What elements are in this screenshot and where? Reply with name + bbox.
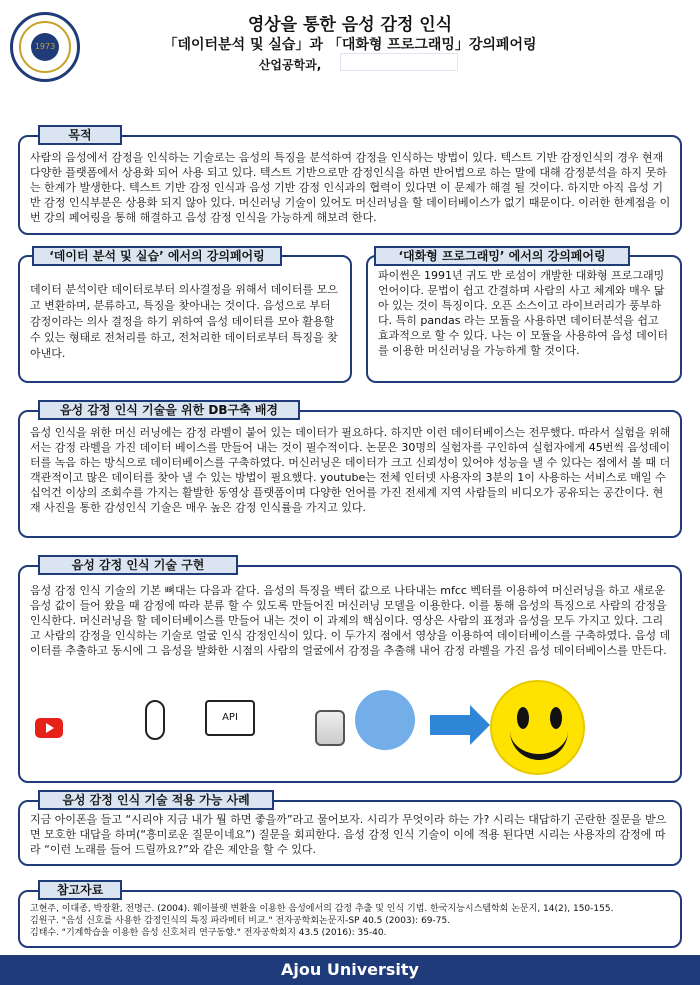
brain-head-icon (355, 690, 415, 750)
section-data-analysis-tab: ‘데이터 분석 및 실습’ 에서의 강의페어링 (32, 246, 282, 266)
page-subtitle: 「데이터분석 및 실습」과 「대화형 프로그래밍」강의페어링 (163, 37, 537, 53)
youtube-icon (35, 718, 63, 738)
affiliation (0, 56, 640, 73)
reference-item: 김태수. "기계학습을 이용한 음성 신호처리 연구동향." 전자공학회지 43.5 (2016): 35-40. (30, 928, 387, 938)
smiley-face-icon (490, 680, 585, 775)
microphone-icon (145, 700, 165, 740)
section-db-background-tab: 음성 감정 인식 기술을 위한 DB구축 배경 (38, 400, 300, 420)
poster-header (0, 0, 700, 120)
section-purpose-tab: 목적 (38, 125, 122, 145)
right-arrow-icon (430, 715, 470, 735)
smiley-mouth (510, 730, 568, 760)
smiley-right-eye (550, 707, 562, 729)
section-db-background-text: 음성 인식을 위한 머신 러닝에는 감정 라벨이 붙어 있는 데이터가 필요하다. 하지만 이런 데이터베이스는 전무했다. 따라서 실험을 위해서는 감정 라벨을 가진 데이터 베이스를 만들어 내는 것이 필수적이다. 논문은 30명의 실험자를 구인하여 실험자에게 45번씩 음성데이터를 녹음 하는 방식으로 데이터베이스를 구축하였다. 머신러닝은 데이터가 크고 신뢰성이 있어야 성능을 낼 수 있다는 점에서 볼 때 더 객관적이고 많은 데이터를 찾아 낼 수 있는 방법이 필요했다. youtube는 전체 인터넷 사용자의 3분의 1이 사용하는 서비스로 매일 수 십억건 이상의 조회수를 가지는 활발한 동영상 플랫폼이며 다양한 언어를 가진 전세계 지역 사람들의 비디오가 공유되는 공간이다. 현재 사진을 통한 감성인식 기술은 매우 높은 감정 인식률을 가지고 있다. (30, 426, 671, 514)
api-gear-icon: API (205, 700, 255, 736)
section-purpose-text: 사람의 음성에서 감정을 인식하는 기술로는 음성의 특징을 분석하여 감정을 인식하는 방법이 있다. 텍스트 기반 감정인식의 경우 현재 다양한 플랫폼에서 상용화 되어 사용 되고 있다. 텍스트 기반으로만 감정인식을 하면 반어법으로 하는 말에 대해 감정분석을 하지 못하는 한계가 발생한다. 텍스트 기반 감정 인식과 음성 기반 감정 인식과의 협력이 있다면 이 문제가 해결 될 것이다. 하지만 아직 음성 기반 감정 인식부분은 상용화 되지 않아 있다. 머신러닝 기술이 있어도 머신러닝을 할 데이터베이스가 없기 때문이다. 이러한 한계점을 이번 강의 페어링을 통해 해결하고 음성 감정 인식을 가능하게 해보려 한다. (30, 151, 671, 224)
section-references-tab: 참고자료 (38, 880, 122, 900)
section-implementation-tab: 음성 감정 인식 기술 구현 (38, 555, 238, 575)
section-implementation-text: 음성 감정 인식 기술의 기본 뼈대는 다음과 같다. 음성의 특징을 벡터 값으로 나타내는 mfcc 벡터를 이용하여 머신러닝을 하고 새로운 음성 값이 들어 왔을 때 감정에 따라 분류 할 수 있도록 만들어진 머신러닝 모델을 이용한다. 이를 통해 음성의 특징으로 사람의 감정을 인식한다. 머신러닝을 할 데이터베이스를 만들어 내는 것이 이 과제의 핵심이다. 영상은 사람의 표정과 음성을 모두 가지고 있다. 그리고 사람의 감정을 인식하는 기술로 얼굴 인식 감정인식이 있다. 이 두가지 점에서 영상을 이용하여 데이터베이스를 구축하였다. 음성 데이터를 추출하고 동시에 그 음성을 발화한 시점의 사람의 얼굴에서 감정을 추출해 내어 감정 라벨을 가진 음성 데이터베이스를 만든다. (30, 584, 671, 657)
smiley-left-eye (517, 707, 529, 729)
page-title: 영상을 통한 음성 감정 인식 (247, 15, 453, 35)
section-use-case-tab: 음성 감정 인식 기술 적용 가능 사례 (38, 790, 274, 810)
footer-text: Ajou University (281, 960, 419, 979)
section-data-analysis-text: 데이터 분석이란 데이터로부터 의사결정을 위해서 데이터를 모으고 변환하며, 분류하고, 특징을 찾아내는 것이다. 음성으로 부터 감정이라는 의사 결정을 하기 위하여 음성 데이터를 모아 활용할 수 있는 형태로 전처리를 하고, 전처리한 데이터로부터 특징을 찾아낸다. (30, 283, 338, 360)
reference-item: 고현주, 이대종, 박장환, 전명근. (2004). 웨이블렛 변환을 이용한 음성에서의 감정 추출 및 인식 기법. 한국지능시스템학회 논문지, 14(2), 150-155. (30, 904, 614, 914)
logo-year: 1973 (31, 33, 59, 61)
footer-bar (0, 955, 700, 985)
reference-item: 김원구. "음성 신호를 사용한 감정인식의 특징 파라메터 비교." 전자공학회논문지-SP 40.5 (2003): 69-75. (30, 916, 451, 926)
affiliation-text: 산업공학과, (258, 58, 322, 72)
section-interactive-programming-text: 파이썬은 1991년 귀도 반 로섬이 개발한 대화형 프로그래밍 언어이다. 문법이 쉽고 간결하며 사람의 사고 체계와 매우 닮아 있는 것이 특징이다. 오픈 소스이고 라이브러리가 풍부하다. 특히 pandas 라는 모듈을 사용하면 데이터분석을 쉽고 효과적으로 할 수 있다. 나는 이 모듈을 사용하여 음성 데이터를 이용한 머신러닝을 가능하게 할 것이다. (378, 269, 668, 357)
section-interactive-programming-tab: ‘대화형 프로그래밍’ 에서의 강의페어링 (374, 246, 630, 266)
pipeline-illustration (35, 690, 665, 780)
database-icon (315, 710, 345, 746)
redacted-author-name (340, 53, 458, 71)
references-list (30, 903, 672, 939)
section-use-case-text: 지금 아이폰을 들고 “시리야 지금 내가 뭘 하면 좋을까”라고 물어보자. 시리가 무엇이라 하는 가? 시리는 대답하기 곤란한 질문을 받으면 모호한 대답을 하며(“흥미로운 질문이네요”) 질문을 회피한다. 음성 감정 인식 기술이 이에 적용 된다면 시리는 사용자의 감정에 따라 “이런 노래를 들어 드릴까요?”와 같은 제안을 할 수 있다. (30, 813, 667, 856)
